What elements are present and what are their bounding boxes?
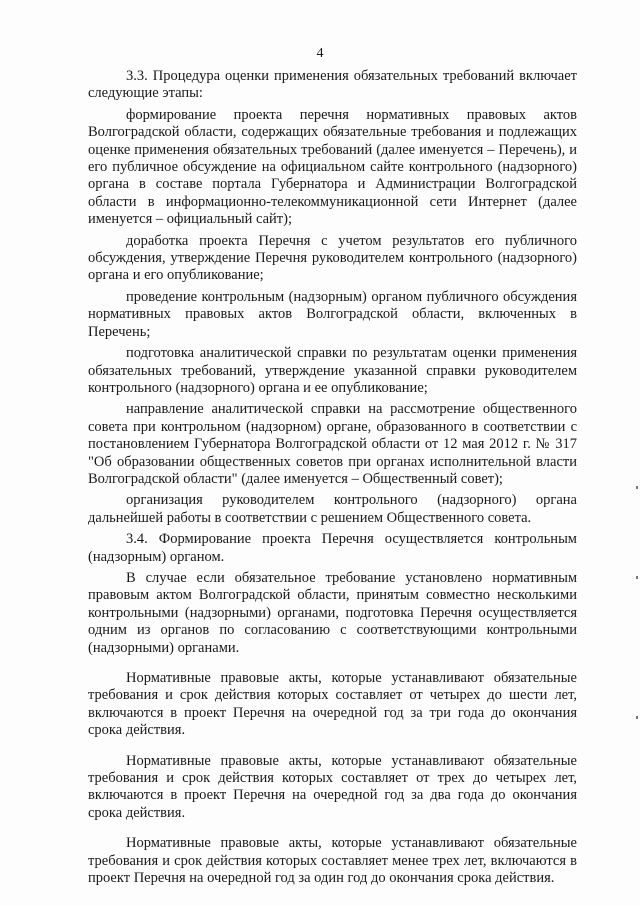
stage-report-to-council: направление аналитической справки на рассмотрение общественного совета при контрольном (надзорном) органе, образованного в соответствии с постановлением Губернатора Волгоградской области от 12 мая 2012 г. № 317 "Об образовании общественных советов при органах исполнительной власти Волгоградской области" (далее именуется – Общественный совет); [88, 401, 577, 487]
stage-formation-list: формирование проекта перечня нормативных правовых актов Волгоградской области, содержащих обязательные требования и подлежащих оценке применения обязательных требований (далее именуется – Перечень), и его публичное обсуждение на официальном сайте контрольного (надзорного) органа в составе портала Губернатора и Администрации Волгоградской области в информационно-телекоммуникационной сети Интернет (далее именуется – официальный сайт); [88, 106, 577, 228]
stage-analytical-report: подготовка аналитической справки по результатам оценки применения обязательных требований, утверждение указанной справки руководителем контрольного (надзорного) органа и ее опубликование; [88, 345, 577, 396]
page-number: 4 [316, 46, 324, 61]
paragraph-3-4: 3.4. Формирование проекта Перечня осуществляется контрольным (надзорным) органом. [88, 531, 577, 565]
paragraph-3-3: 3.3. Процедура оценки применения обязательных требований включает следующие этапы: [88, 68, 577, 102]
paragraph-three-to-four-years: Нормативные правовые акты, которые устанавливают обязательные требования и срок действия которых составляет от трех до четырех лет, включаются в проект Перечня на очередной год за два года до окончания срока действия. [88, 752, 577, 821]
document-body [88, 68, 577, 891]
stage-revision-list: доработка проекта Перечня с учетом результатов его публичного обсуждения, утверждение Перечня руководителем контрольного (надзорного) органа и его опубликование; [88, 232, 577, 284]
scan-edge-mark [636, 486, 638, 489]
paragraph-four-to-six-years: Нормативные правовые акты, которые устанавливают обязательные требования и срок действия которых составляет от четырех до шести лет, включаются в проект Перечня на очередной год за три года до окончания срока действия. [88, 670, 577, 739]
scan-edge-mark [636, 576, 638, 579]
stage-further-work: организация руководителем контрольного (надзорного) органа дальнейшей работы в соответствии с решением Общественного совета. [88, 492, 577, 526]
paragraph-joint-acts: В случае если обязательное требование установлено нормативным правовым актом Волгоградской области, принятым совместно несколькими контрольными (надзорными) органами, подготовка Перечня осуществляется одним из органов по согласованию с соответствующими контрольными (надзорными) органами. [88, 569, 577, 656]
stage-public-discussion: проведение контрольным (надзорным) органом публичного обсуждения нормативных правовых актов Волгоградской области, включенных в Перечень; [88, 288, 577, 340]
scan-edge-mark [636, 716, 638, 719]
paragraph-less-than-three-years: Нормативные правовые акты, которые устанавливают обязательные требования и срок действия которых составляет менее трех лет, включаются в проект Перечня на очередной год за один год до окончания срока действия. [88, 835, 577, 887]
